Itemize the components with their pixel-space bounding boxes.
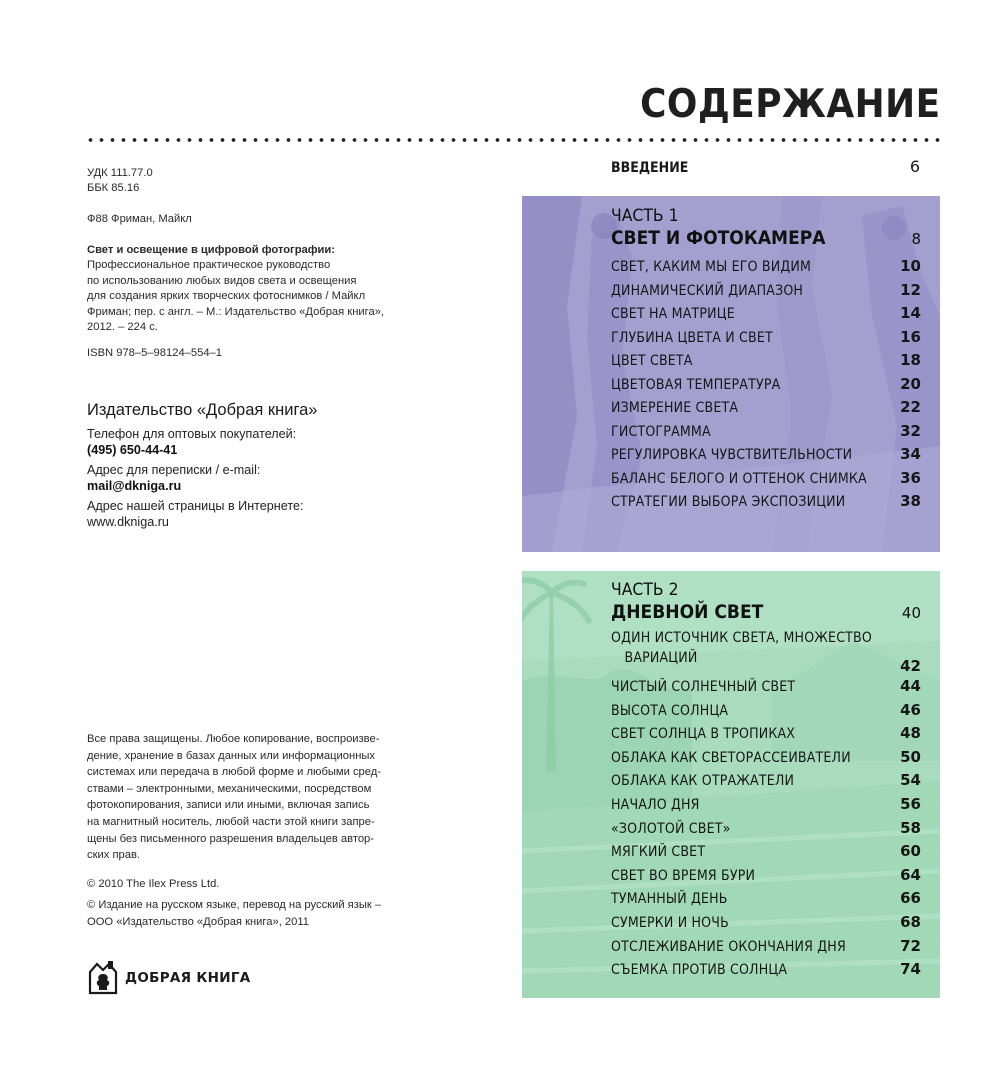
toc-entry-page: 56 bbox=[900, 794, 921, 813]
classification-block bbox=[87, 166, 427, 197]
toc-entry-label: ОБЛАКА КАК СВЕТОРАССЕИВАТЕЛИ bbox=[611, 749, 851, 766]
toc-entry[interactable] bbox=[611, 819, 921, 843]
toc-entry[interactable] bbox=[611, 375, 921, 399]
toc-entry-label: ОДИН ИСТОЧНИК СВЕТА, МНОЖЕСТВО bbox=[611, 630, 872, 646]
email-label: Адрес для переписки / e-mail: bbox=[87, 463, 261, 477]
page-title: СОДЕРЖАНИЕ bbox=[640, 82, 941, 127]
toc-entry-label: ЦВЕТОВАЯ ТЕМПЕРАТУРА bbox=[611, 376, 781, 393]
book-house-icon bbox=[87, 960, 119, 996]
desc-line: для создания ярких творческих фотоснимков / Майкл bbox=[87, 290, 366, 303]
toc-entry-page: 34 bbox=[900, 445, 921, 463]
part2-label: ЧАСТЬ 2 bbox=[611, 580, 679, 600]
phone-number: (495) 650-44-41 bbox=[87, 443, 178, 457]
toc-entry[interactable] bbox=[611, 492, 921, 516]
part1-label: ЧАСТЬ 1 bbox=[611, 206, 679, 226]
part1-entries bbox=[611, 257, 921, 516]
rights-notice bbox=[87, 731, 427, 864]
toc-entry-label: РЕГУЛИРОВКА ЧУВСТВИТЕЛЬНОСТИ bbox=[611, 447, 853, 463]
toc-entry-label: СВЕТ ВО ВРЕМЯ БУРИ bbox=[611, 867, 756, 884]
toc-entry[interactable] bbox=[611, 351, 921, 375]
rights-line: Все права защищены. Любое копирование, воспроизве- bbox=[87, 733, 380, 745]
toc-entry[interactable] bbox=[611, 257, 921, 281]
toc-entry-page: 50 bbox=[900, 747, 921, 766]
toc-entry-page: 64 bbox=[900, 865, 921, 884]
toc-entry[interactable] bbox=[611, 771, 921, 795]
toc-entry-label: СВЕТ СОЛНЦА В ТРОПИКАХ bbox=[611, 726, 796, 743]
part1-page: 8 bbox=[911, 230, 921, 248]
toc-entry-label: ОБЛАКА КАК ОТРАЖАТЕЛИ bbox=[611, 773, 795, 790]
toc-entry-page: 72 bbox=[900, 936, 921, 955]
part2-page: 40 bbox=[901, 604, 921, 622]
toc-entry-page: 74 bbox=[900, 960, 921, 979]
toc-entry-label: СТРАТЕГИИ ВЫБОРА ЭКСПОЗИЦИИ bbox=[611, 494, 846, 510]
toc-entry-page: 16 bbox=[900, 327, 921, 346]
toc-entry-page: 48 bbox=[900, 724, 921, 743]
rights-line: на магнитный носитель, любой части этой книги запре- bbox=[87, 815, 375, 828]
toc-entry[interactable] bbox=[611, 422, 921, 446]
toc-entry[interactable] bbox=[611, 469, 921, 493]
toc-entry-page: 38 bbox=[900, 492, 921, 510]
toc-entry-page: 60 bbox=[900, 842, 921, 861]
toc-entry[interactable] bbox=[611, 304, 921, 328]
toc-entry-page: 44 bbox=[900, 677, 921, 695]
toc-entry[interactable] bbox=[611, 842, 921, 866]
toc-entry-label: ДИНАМИЧЕСКИЙ ДИАПАЗОН bbox=[611, 282, 804, 299]
toc-entry-page: 32 bbox=[900, 421, 921, 440]
toc-intro-label: ВВЕДЕНИЕ bbox=[611, 160, 689, 176]
toc-entry[interactable] bbox=[611, 913, 921, 937]
toc-entry[interactable] bbox=[611, 724, 921, 748]
logo-text: ДОБРАЯ КНИГА bbox=[125, 970, 251, 986]
toc-entry-label: МЯГКИЙ СВЕТ bbox=[611, 844, 706, 861]
toc-entry-label: СЪЕМКА ПРОТИВ СОЛНЦА bbox=[611, 962, 788, 979]
book-title: Свет и освещение в цифровой фотографии: bbox=[87, 244, 336, 256]
web-label: Адрес нашей страницы в Интернете: bbox=[87, 499, 304, 513]
rights-line: фотокопирования, записи или иными, включая запись bbox=[87, 799, 370, 812]
toc-entry[interactable] bbox=[611, 328, 921, 352]
toc-entry[interactable] bbox=[611, 445, 921, 469]
toc-entry[interactable] bbox=[611, 866, 921, 890]
publisher-contacts bbox=[87, 426, 427, 530]
toc-entry-label: ГЛУБИНА ЦВЕТА И СВЕТ bbox=[611, 329, 773, 346]
rights-line: системах или передача в любой форме и любыми сред- bbox=[87, 766, 381, 779]
toc-entry-label: «ЗОЛОТОЙ СВЕТ» bbox=[611, 820, 731, 837]
toc-entry[interactable] bbox=[611, 937, 921, 961]
book-description bbox=[87, 243, 427, 335]
toc-entry[interactable] bbox=[611, 795, 921, 819]
toc-entry[interactable] bbox=[611, 701, 921, 725]
toc-entry-label: СУМЕРКИ И НОЧЬ bbox=[611, 914, 729, 931]
toc-intro[interactable] bbox=[611, 157, 920, 176]
toc-entry-page: 36 bbox=[900, 468, 921, 487]
toc-entry-label: СВЕТ, КАКИМ МЫ ЕГО ВИДИМ bbox=[611, 259, 812, 275]
rights-line: ских прав. bbox=[87, 849, 140, 862]
toc-entry-page: 12 bbox=[900, 280, 921, 299]
toc-entry-label: НАЧАЛО ДНЯ bbox=[611, 796, 700, 813]
part2-title: ДНЕВНОЙ СВЕТ bbox=[611, 601, 764, 623]
part1-title: СВЕТ И ФОТОКАМЕРА bbox=[611, 227, 826, 249]
author-line: Ф88 Фриман, Майкл bbox=[87, 213, 192, 225]
toc-entry-label: ВЫСОТА СОЛНЦА bbox=[611, 702, 729, 719]
toc-entry[interactable] bbox=[611, 748, 921, 772]
toc-entry-label: ЧИСТЫЙ СОЛНЕЧНЫЙ СВЕТ bbox=[611, 679, 796, 695]
udk-code: УДК 111.77.0 bbox=[87, 167, 153, 179]
toc-entry-label: ГИСТОГРАММА bbox=[611, 423, 711, 440]
desc-line: Фриман; пер. с англ. – М.: Издательство «Добрая книга», bbox=[87, 305, 385, 318]
email-address: mail@dkniga.ru bbox=[87, 479, 182, 493]
toc-entry-label: БАЛАНС БЕЛОГО И ОТТЕНОК СНИМКА bbox=[611, 470, 867, 487]
dotted-divider bbox=[85, 137, 940, 143]
copyright-translation bbox=[87, 897, 427, 930]
toc-entry-page: 20 bbox=[900, 374, 921, 393]
web-address: www.dkniga.ru bbox=[87, 515, 169, 529]
toc-entry-label: ТУМАННЫЙ ДЕНЬ bbox=[611, 891, 728, 908]
toc-entry[interactable] bbox=[611, 398, 921, 422]
rights-line: щены без письменного разрешения владельцев автор- bbox=[87, 832, 375, 845]
toc-entry-page: 22 bbox=[900, 398, 921, 416]
isbn: ISBN 978–5–98124–554–1 bbox=[87, 347, 222, 359]
toc-entry-label: ОТСЛЕЖИВАНИЕ ОКОНЧАНИЯ ДНЯ bbox=[611, 938, 846, 955]
desc-line: 2012. – 224 с. bbox=[87, 321, 158, 334]
toc-entry-page: 46 bbox=[900, 700, 921, 719]
toc-entry-page: 14 bbox=[900, 304, 921, 322]
rights-line: ствами – электронными, механическими, посредством bbox=[87, 782, 372, 795]
toc-entry[interactable] bbox=[611, 889, 921, 913]
rights-line: дение, хранение в базах данных или информационных bbox=[87, 749, 376, 762]
toc-entry-label: ЦВЕТ СВЕТА bbox=[611, 353, 693, 369]
bbk-code: ББК 85.16 bbox=[87, 182, 140, 195]
copyright-line: © Издание на русском языке, перевод на русский язык – bbox=[87, 899, 382, 911]
copyright-original: © 2010 The Ilex Press Ltd. bbox=[87, 878, 220, 890]
toc-entry-page: 42 bbox=[900, 657, 921, 675]
part2-heading[interactable] bbox=[611, 580, 921, 623]
toc-entry-label-continued: ВАРИАЦИЙ bbox=[624, 650, 698, 666]
toc-entry-label: СВЕТ НА МАТРИЦЕ bbox=[611, 306, 735, 322]
toc-entry-page: 54 bbox=[900, 771, 921, 790]
toc-entry[interactable] bbox=[611, 960, 921, 984]
desc-line: Профессиональное практическое руководство bbox=[87, 259, 331, 272]
toc-entry-page: 66 bbox=[900, 889, 921, 908]
toc-entry[interactable] bbox=[611, 281, 921, 305]
toc-entry-label: ИЗМЕРЕНИЕ СВЕТА bbox=[611, 400, 739, 416]
part1-heading[interactable] bbox=[611, 206, 921, 249]
toc-entry[interactable] bbox=[611, 630, 921, 677]
publisher-name: Издательство «Добрая книга» bbox=[87, 401, 318, 419]
toc-entry-page: 18 bbox=[900, 351, 921, 369]
toc-intro-page: 6 bbox=[909, 157, 920, 176]
publisher-logo bbox=[87, 960, 251, 996]
part2-panel bbox=[522, 571, 940, 998]
toc-entry-page: 68 bbox=[900, 912, 921, 931]
desc-line: по использованию любых видов света и освещения bbox=[87, 274, 357, 287]
part1-panel bbox=[522, 196, 940, 552]
part2-entries bbox=[611, 630, 921, 984]
toc-entry[interactable] bbox=[611, 677, 921, 701]
phone-label: Телефон для оптовых покупателей: bbox=[87, 427, 297, 441]
toc-entry-page: 58 bbox=[900, 818, 921, 837]
toc-entry-page: 10 bbox=[900, 257, 921, 275]
copyright-line: ООО «Издательство «Добрая книга», 2011 bbox=[87, 915, 309, 928]
